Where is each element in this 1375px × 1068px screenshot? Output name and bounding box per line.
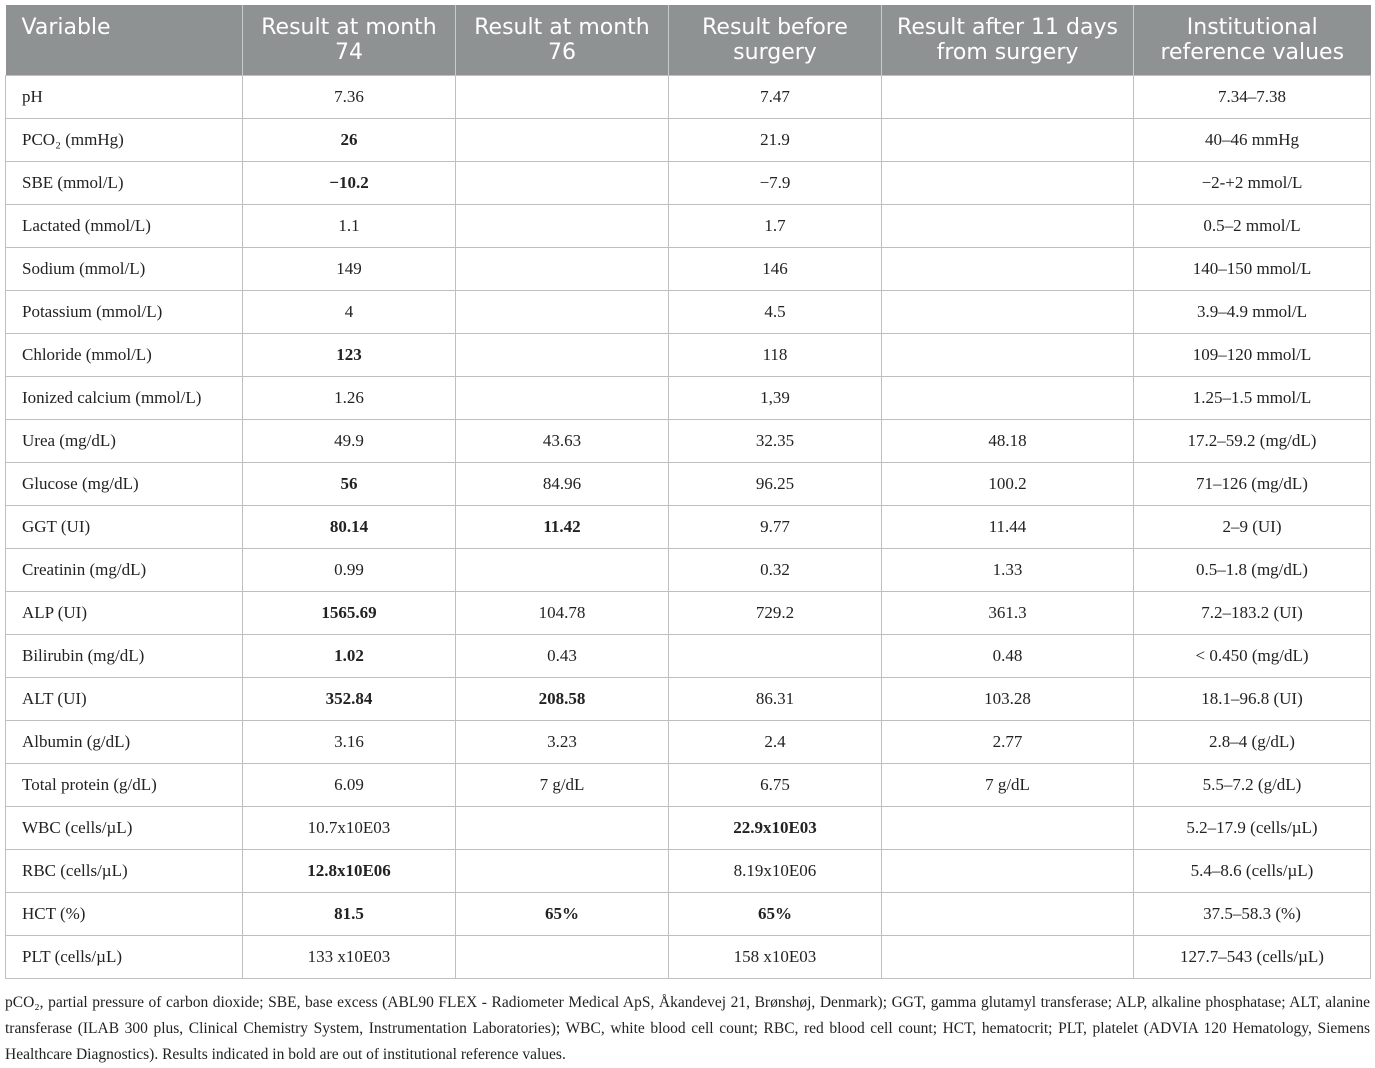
cell-after-11-days: 1.33 [882, 549, 1134, 592]
lab-results-table [5, 5, 1371, 979]
table-footnote: pCO₂, partial pressure of carbon dioxide; SBE, base excess (ABL90 FLEX - Radiometer Medical ApS, Åkandevej 21, Brønshøj, Denmark); GGT, gamma glutamyl transferase; ALP, alkaline phosphatase; ALT, alanine transferase (ILAB 300 plus, Clinical Chemistry System, Instrumentation Laboratories); WBC, white blood cell count; RBC, red blood cell count; HCT, hematocrit; PLT, platelet (ADVIA 120 Hematology, Siemens Healthcare Diagnostics). Results indicated in bold are out of institutional reference values. [5, 994, 1370, 1063]
cell-variable: WBC (cells/µL) [6, 807, 243, 850]
cell-after-11-days [882, 162, 1134, 205]
cell-month-76 [456, 291, 669, 334]
cell-before-surgery: 9.77 [669, 506, 882, 549]
table-row [6, 592, 1371, 635]
cell-variable: Lactated (mmol/L) [6, 205, 243, 248]
cell-before-surgery: −7.9 [669, 162, 882, 205]
cell-month-76 [456, 119, 669, 162]
cell-after-11-days [882, 893, 1134, 936]
table-row [6, 377, 1371, 420]
cell-variable: ALP (UI) [6, 592, 243, 635]
table-row [6, 764, 1371, 807]
cell-variable: Urea (mg/dL) [6, 420, 243, 463]
cell-variable: HCT (%) [6, 893, 243, 936]
cell-variable: Albumin (g/dL) [6, 721, 243, 764]
cell-before-surgery: 118 [669, 334, 882, 377]
cell-reference: 0.5–1.8 (mg/dL) [1134, 549, 1371, 592]
cell-month-74: 1565.69 [243, 592, 456, 635]
cell-before-surgery: 1,39 [669, 377, 882, 420]
cell-month-74: 12.8x10E06 [243, 850, 456, 893]
cell-month-74: 149 [243, 248, 456, 291]
cell-after-11-days: 7 g/dL [882, 764, 1134, 807]
cell-month-76 [456, 377, 669, 420]
cell-month-74: −10.2 [243, 162, 456, 205]
cell-after-11-days: 48.18 [882, 420, 1134, 463]
table-row [6, 119, 1371, 162]
cell-reference: 18.1–96.8 (UI) [1134, 678, 1371, 721]
header-month-76: Result at month 76 [456, 5, 669, 76]
cell-month-74: 6.09 [243, 764, 456, 807]
cell-month-74: 123 [243, 334, 456, 377]
cell-variable: PLT (cells/µL) [6, 936, 243, 979]
table-row [6, 893, 1371, 936]
cell-month-76: 11.42 [456, 506, 669, 549]
cell-month-76: 104.78 [456, 592, 669, 635]
cell-month-76: 7 g/dL [456, 764, 669, 807]
cell-variable: Total protein (g/dL) [6, 764, 243, 807]
cell-after-11-days: 2.77 [882, 721, 1134, 764]
cell-after-11-days [882, 76, 1134, 119]
cell-reference: 71–126 (mg/dL) [1134, 463, 1371, 506]
cell-variable: SBE (mmol/L) [6, 162, 243, 205]
cell-variable: pH [6, 76, 243, 119]
cell-month-74: 56 [243, 463, 456, 506]
cell-month-76 [456, 162, 669, 205]
cell-month-74: 133 x10E03 [243, 936, 456, 979]
cell-month-76 [456, 334, 669, 377]
cell-reference: 7.2–183.2 (UI) [1134, 592, 1371, 635]
table-row [6, 850, 1371, 893]
cell-before-surgery: 158 x10E03 [669, 936, 882, 979]
cell-variable: Potassium (mmol/L) [6, 291, 243, 334]
cell-month-76 [456, 76, 669, 119]
table-row [6, 162, 1371, 205]
cell-reference: 17.2–59.2 (mg/dL) [1134, 420, 1371, 463]
cell-month-74: 1.26 [243, 377, 456, 420]
cell-month-74: 49.9 [243, 420, 456, 463]
cell-month-76 [456, 205, 669, 248]
cell-reference: 2.8–4 (g/dL) [1134, 721, 1371, 764]
table-row [6, 635, 1371, 678]
table-row [6, 506, 1371, 549]
cell-before-surgery: 729.2 [669, 592, 882, 635]
cell-before-surgery: 8.19x10E06 [669, 850, 882, 893]
cell-after-11-days [882, 248, 1134, 291]
cell-variable: PCO₂ (mmHg) [6, 119, 243, 162]
cell-reference: 37.5–58.3 (%) [1134, 893, 1371, 936]
cell-reference: 140–150 mmol/L [1134, 248, 1371, 291]
cell-reference: 3.9–4.9 mmol/L [1134, 291, 1371, 334]
cell-after-11-days [882, 936, 1134, 979]
table-body [6, 76, 1371, 979]
cell-variable: RBC (cells/µL) [6, 850, 243, 893]
header-before-surgery: Result before surgery [669, 5, 882, 76]
cell-after-11-days [882, 377, 1134, 420]
cell-reference: 2–9 (UI) [1134, 506, 1371, 549]
cell-month-76: 65% [456, 893, 669, 936]
cell-reference: −2-+2 mmol/L [1134, 162, 1371, 205]
cell-reference: 1.25–1.5 mmol/L [1134, 377, 1371, 420]
cell-month-74: 4 [243, 291, 456, 334]
cell-month-76: 3.23 [456, 721, 669, 764]
cell-reference: 0.5–2 mmol/L [1134, 205, 1371, 248]
cell-variable: Glucose (mg/dL) [6, 463, 243, 506]
cell-month-76 [456, 850, 669, 893]
table-row [6, 721, 1371, 764]
cell-before-surgery: 6.75 [669, 764, 882, 807]
cell-variable: Sodium (mmol/L) [6, 248, 243, 291]
cell-month-74: 0.99 [243, 549, 456, 592]
cell-after-11-days [882, 850, 1134, 893]
cell-after-11-days: 103.28 [882, 678, 1134, 721]
cell-after-11-days: 100.2 [882, 463, 1134, 506]
cell-before-surgery: 1.7 [669, 205, 882, 248]
lab-results-table-container [5, 5, 1370, 979]
table-row [6, 678, 1371, 721]
cell-month-74: 80.14 [243, 506, 456, 549]
cell-month-76: 208.58 [456, 678, 669, 721]
table-row [6, 334, 1371, 377]
cell-before-surgery: 2.4 [669, 721, 882, 764]
cell-reference: 109–120 mmol/L [1134, 334, 1371, 377]
table-row [6, 807, 1371, 850]
table-row [6, 549, 1371, 592]
cell-reference: 5.4–8.6 (cells/µL) [1134, 850, 1371, 893]
cell-reference: 5.5–7.2 (g/dL) [1134, 764, 1371, 807]
cell-before-surgery: 4.5 [669, 291, 882, 334]
cell-before-surgery: 0.32 [669, 549, 882, 592]
cell-month-74: 7.36 [243, 76, 456, 119]
header-reference-values: Institutional reference values [1134, 5, 1371, 76]
cell-after-11-days [882, 807, 1134, 850]
cell-month-76 [456, 248, 669, 291]
cell-before-surgery [669, 635, 882, 678]
cell-month-74: 26 [243, 119, 456, 162]
cell-month-74: 3.16 [243, 721, 456, 764]
table-row [6, 291, 1371, 334]
cell-month-76 [456, 936, 669, 979]
cell-after-11-days [882, 291, 1134, 334]
cell-month-74: 352.84 [243, 678, 456, 721]
cell-month-74: 10.7x10E03 [243, 807, 456, 850]
cell-month-76 [456, 807, 669, 850]
cell-before-surgery: 146 [669, 248, 882, 291]
cell-month-76 [456, 549, 669, 592]
cell-before-surgery: 21.9 [669, 119, 882, 162]
cell-month-76: 43.63 [456, 420, 669, 463]
cell-month-74: 1.1 [243, 205, 456, 248]
cell-after-11-days: 0.48 [882, 635, 1134, 678]
cell-after-11-days [882, 334, 1134, 377]
cell-variable: GGT (UI) [6, 506, 243, 549]
header-row [6, 5, 1371, 76]
cell-variable: ALT (UI) [6, 678, 243, 721]
cell-before-surgery: 65% [669, 893, 882, 936]
cell-before-surgery: 32.35 [669, 420, 882, 463]
cell-month-76: 84.96 [456, 463, 669, 506]
cell-after-11-days: 11.44 [882, 506, 1134, 549]
cell-reference: 40–46 mmHg [1134, 119, 1371, 162]
cell-variable: Creatinin (mg/dL) [6, 549, 243, 592]
cell-variable: Ionized calcium (mmol/L) [6, 377, 243, 420]
cell-reference: 127.7–543 (cells/µL) [1134, 936, 1371, 979]
table-row [6, 420, 1371, 463]
cell-reference: 7.34–7.38 [1134, 76, 1371, 119]
cell-before-surgery: 22.9x10E03 [669, 807, 882, 850]
cell-after-11-days: 361.3 [882, 592, 1134, 635]
table-row [6, 205, 1371, 248]
cell-variable: Chloride (mmol/L) [6, 334, 243, 377]
cell-before-surgery: 86.31 [669, 678, 882, 721]
table-row [6, 76, 1371, 119]
cell-reference: 5.2–17.9 (cells/µL) [1134, 807, 1371, 850]
cell-month-76: 0.43 [456, 635, 669, 678]
header-after-11-days: Result after 11 days from surgery [882, 5, 1134, 76]
cell-month-74: 81.5 [243, 893, 456, 936]
cell-before-surgery: 96.25 [669, 463, 882, 506]
cell-month-74: 1.02 [243, 635, 456, 678]
cell-variable: Bilirubin (mg/dL) [6, 635, 243, 678]
cell-after-11-days [882, 205, 1134, 248]
table-row [6, 463, 1371, 506]
cell-reference: < 0.450 (mg/dL) [1134, 635, 1371, 678]
table-row [6, 248, 1371, 291]
header-month-74: Result at month 74 [243, 5, 456, 76]
cell-after-11-days [882, 119, 1134, 162]
table-row [6, 936, 1371, 979]
header-variable: Variable [6, 5, 243, 76]
cell-before-surgery: 7.47 [669, 76, 882, 119]
